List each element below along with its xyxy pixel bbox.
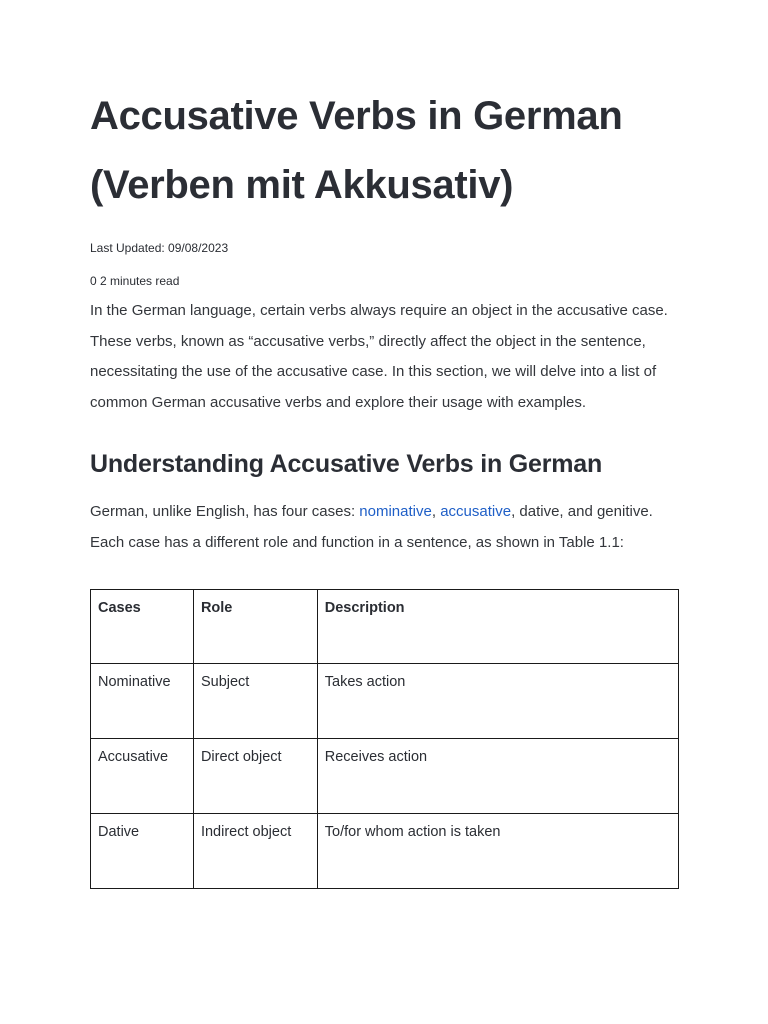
table-header-description: Description [317, 590, 678, 664]
table-row [91, 664, 679, 739]
table-cell-case: Accusative [91, 739, 194, 814]
nominative-link[interactable]: nominative [359, 503, 432, 520]
table-header-role: Role [193, 590, 317, 664]
last-updated-label: Last Updated: 09/08/2023 [90, 241, 229, 255]
table-cell-description: Receives action [317, 739, 678, 814]
table-header-row [91, 590, 679, 664]
table-header-cases: Cases [91, 590, 194, 664]
table-cell-role: Indirect object [193, 814, 317, 889]
cases-table [90, 589, 679, 889]
accusative-link[interactable]: accusative [440, 503, 512, 520]
page-title: Accusative Verbs in German (Verben mit Akkusativ) [90, 94, 623, 207]
table-cell-case: Nominative [91, 664, 194, 739]
cases-text-start: German, unlike English, has four cases: [90, 503, 360, 520]
read-time-label: 0 2 minutes read [90, 274, 180, 288]
table-cell-description: To/for whom action is taken [317, 814, 678, 889]
table-row [91, 814, 679, 889]
section-heading: Understanding Accusative Verbs in German [90, 450, 603, 478]
table-row [91, 739, 679, 814]
table-cell-description: Takes action [317, 664, 678, 739]
table-cell-case: Dative [91, 814, 194, 889]
cases-text-end: , dative, and genitive. Each case has a different role and function in a sentence, as shown in Table 1.1: [90, 503, 653, 551]
intro-paragraph: In the German language, certain verbs always require an object in the accusative case. These verbs, known as “accusative verbs,” directly affect the object in the sentence, necessitating the use of the accusative case. In this section, we will delve into a list of common German accusative verbs and explore their usage with examples. [90, 302, 668, 411]
table-cell-role: Direct object [193, 739, 317, 814]
table-cell-role: Subject [193, 664, 317, 739]
cases-text-comma: , [431, 503, 441, 520]
cases-paragraph [90, 497, 680, 558]
